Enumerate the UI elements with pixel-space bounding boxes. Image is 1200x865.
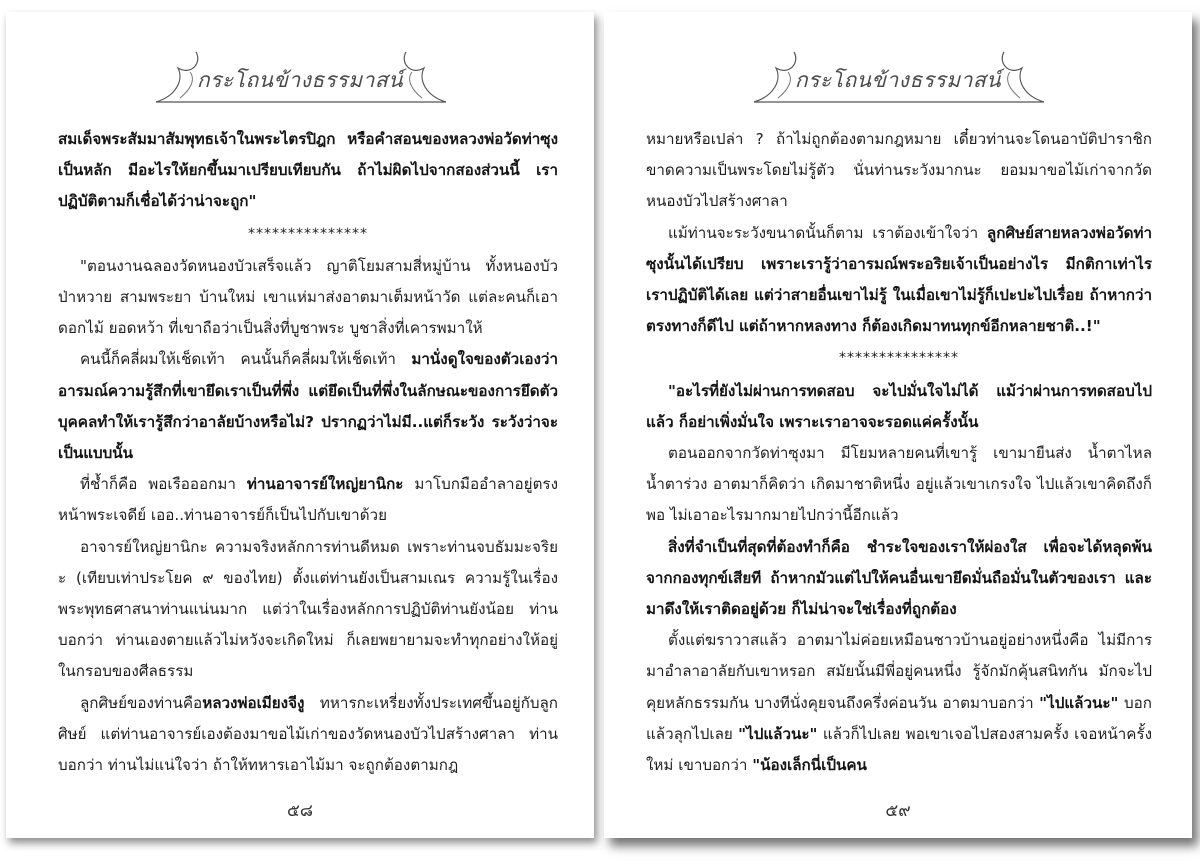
text-run: ตั้งแต่ฆราวาสแล้ว อาตมาไม่ค่อยเหมือนชาวบ้านอยู่อย่างหนึ่งคือ ไม่มีการมาอำลาอาลัยกับเขาหรอก สมัยนั้นมีพี่อยู่คนหนึ่ง รู้จักมักคุ้นสนิทกัน มักจะไปคุยหลักธรรมกัน บางทีนั่งคุยจนถึงครึ่งค่อนวัน อาตมาบอกว่า [646, 631, 1152, 712]
header-title: กระโถนข้างธรรมาสน์ [196, 68, 404, 92]
paragraph [646, 625, 1152, 781]
paragraph: ตอนออกจากวัดท่าซุงมา มีโยมหลายคนที่เขารู้ เขามายืนส่ง น้ำตาไหล น้ำตาร่วง อาตมาก็คิดว่า เกิดมาชาติหนึ่ง อยู่แล้วเขาเกรงใจ ไปแล้วเขาคิดถึงก็พอ ไม่เอาอะไรมากมายไปกว่านี้อีกแล้ว [646, 444, 1152, 525]
paragraph [646, 218, 1152, 343]
right-body-text [646, 124, 1152, 781]
text-run: คนนี้ก็คลี่ผมให้เช็ดเท้า คนนั้นก็คลี่ผมให้เช็ดเท้า [80, 350, 412, 369]
bold-text: ท่านอาจารย์ใหญ่ยานิกะ [246, 475, 404, 494]
text-run: ทหารกะเหรี่ยงทั้งประเทศขึ้นอยู่กับลูกศิษย์ แต่ท่านอาจารย์เองต้องมาขอไม้เก่าของวัดหนองบัวไปสร้างศาลา ท่านบอกว่า ท่านไม่แน่ใจว่า ถ้าให้ทหารเอาไม้มา จะถูกต้องตามกฎ [58, 693, 558, 775]
text-run: แม้ท่านจะระวังขนาดนั้นก็ตาม เราต้องเข้าใจว่า [668, 223, 987, 242]
paragraph: หมายหรือเปล่า ? ถ้าไม่ถูกต้องตามกฎหมาย เดี๋ยวท่านจะโดนอาบัติปาราชิก ขาดความเป็นพระโดยไม่รู้ตัว นั่นท่านระวังมากนะ ยอมมาขอไม้เก่าจากวัดหนองบัวไปสร้างศาลา [646, 130, 1152, 211]
text-run: ที่ช้ำก็คือ พอเรือออกมา [80, 475, 247, 494]
text-run: บอกแล้วลุกไปเลย [646, 693, 1152, 743]
left-page [6, 12, 594, 838]
bold-text: "ไปแล้วนะ" [738, 724, 818, 743]
bold-text: สมเด็จพระสัมมาสัมพุทธเจ้าในพระไตรปิฎก หรือคำสอนของหลวงพ่อวัดท่าซุงเป็นหลัก มีอะไรให้ยกขึ้นมาเปรียบเทียบกัน ถ้าไม่ผิดไปจากสองส่วนนี้ เราปฏิบัติตามก็เชื่อได้ว่าน่าจะถูก" [58, 130, 558, 211]
paragraph [646, 376, 1152, 438]
left-body-text [58, 124, 558, 781]
paragraph [58, 124, 558, 218]
text-run: มาโบกมืออำลาอยู่ตรงหน้าพระเจดีย์ เออ..ท่านอาจารย์ก็เป็นไปกับเขาด้วย [58, 475, 559, 525]
header-title: กระโถนข้างธรรมาสน์ [794, 68, 1002, 92]
bold-text: หลวงพ่อเมียงจีงู [202, 693, 305, 712]
text-run: ลูกศิษย์ของท่านคือ [80, 693, 203, 712]
bold-text: สิ่งที่จำเป็นที่สุดที่ต้องทำก็คือ ชำระใจของเราให้ผ่องใส เพื่อจะได้หลุดพ้นจากกองทุกข์เสียที ถ้าหากมัวแต่ไปให้คนอื่นเขายึดมั่นถือมั่นในตัวของเรา และมาดึงให้เราติดอยู่ด้วย ก็ไม่น่าจะใช่เรื่องที่ถูกต้อง [646, 537, 1152, 619]
separator: *************** [248, 225, 368, 242]
bold-text: มานั่งดูใจของตัวเองว่า อารมณ์ความรู้สึกที่เขายึดเราเป็นที่พึ่ง แต่ยึดเป็นที่พึ่งในลักษณะของการยึดตัวบุคคลทำให้เรารู้สึกว่าอาลัยบ้างหรือไม่? ปรากฏว่าไม่มี..แต่ก็ระวัง ระวังว่าจะเป็นแบบนั้น [58, 350, 558, 463]
page-number: ๕๙ [885, 801, 911, 821]
right-page [604, 12, 1192, 838]
bold-text: "อะไรที่ยังไม่ผ่านการทดสอบ จะไปมั่นใจไม่ได้ แม้ว่าผ่านการทดสอบไปแล้ว ก็อย่าเพิ่งมั่นใจ เพราะเราอาจจะรอดแค่ครั้งนั้น [646, 381, 1152, 431]
bold-text: "น้องเล็กนี่เป็นคน [752, 756, 867, 775]
paragraph: "ตอนงานฉลองวัดหนองบัวเสร็จแล้ว ญาติโยมสามสี่หมู่บ้าน ทั้งหนองบัว ป่าหวาย สามพระยา บ้านใหม่ เขาแห่มาส่งอาตมาเต็มหน้าวัด แต่ละคนก็เอาดอกไม้ ยอดหว้า ที่เขาถือว่าเป็นสิ่งที่บูชาพระ บูชาสิ่งที่เคารพมาให้ [58, 256, 558, 338]
running-header [6, 50, 594, 112]
separator: *************** [839, 350, 959, 367]
paragraph [58, 688, 558, 782]
bold-text: ลูกศิษย์สายหลวงพ่อวัดท่าซุงนั้นได้เปรียบ เพราะเรารู้ว่าอารมณ์พระอริยเจ้าเป็นอย่างไร มีกติกาเท่าไร เราปฏิบัติได้เลย แต่ว่าสายอื่นเขาไม่รู้ ในเมื่อเขาไม่รู้ก็เปะปะไปเรื่อย ถ้าหากว่าตรงทางก็ดีไป แต่ถ้าหากหลงทาง ก็ต้องเกิดมาทนทุกข์อีกหลายชาติ..!" [646, 223, 1152, 336]
paragraph [646, 532, 1152, 626]
paragraph [58, 344, 558, 469]
paragraph [58, 469, 558, 531]
bold-text: "ไปแล้วนะ" [1039, 693, 1119, 712]
page-number: ๕๘ [287, 801, 313, 821]
running-header [604, 50, 1192, 112]
text-run: แล้วก็ไปเลย พอเขาเจอไปสองสามครั้ง เจอหน้าครั้งใหม่ เขาบอกว่า [646, 724, 1152, 775]
paragraph: อาจารย์ใหญ่ยานิกะ ความจริงหลักการท่านดีหมด เพราะท่านจบธัมมะจริยะ (เทียบเท่าประโยค ๙ ของไทย) ตั้งแต่ท่านยังเป็นสามเณร ความรู้ในเรื่องพระพุทธศาสนาท่านแน่นมาก แต่ว่าในเรื่องหลักการปฏิบัติท่านยังน้อย ท่านบอกว่า ท่านเองตายแล้วไม่หวังจะเกิดใหม่ ก็เลยพยายามจะทำทุกอย่างให้อยู่ในกรอบของศีลธรรม [58, 537, 558, 681]
